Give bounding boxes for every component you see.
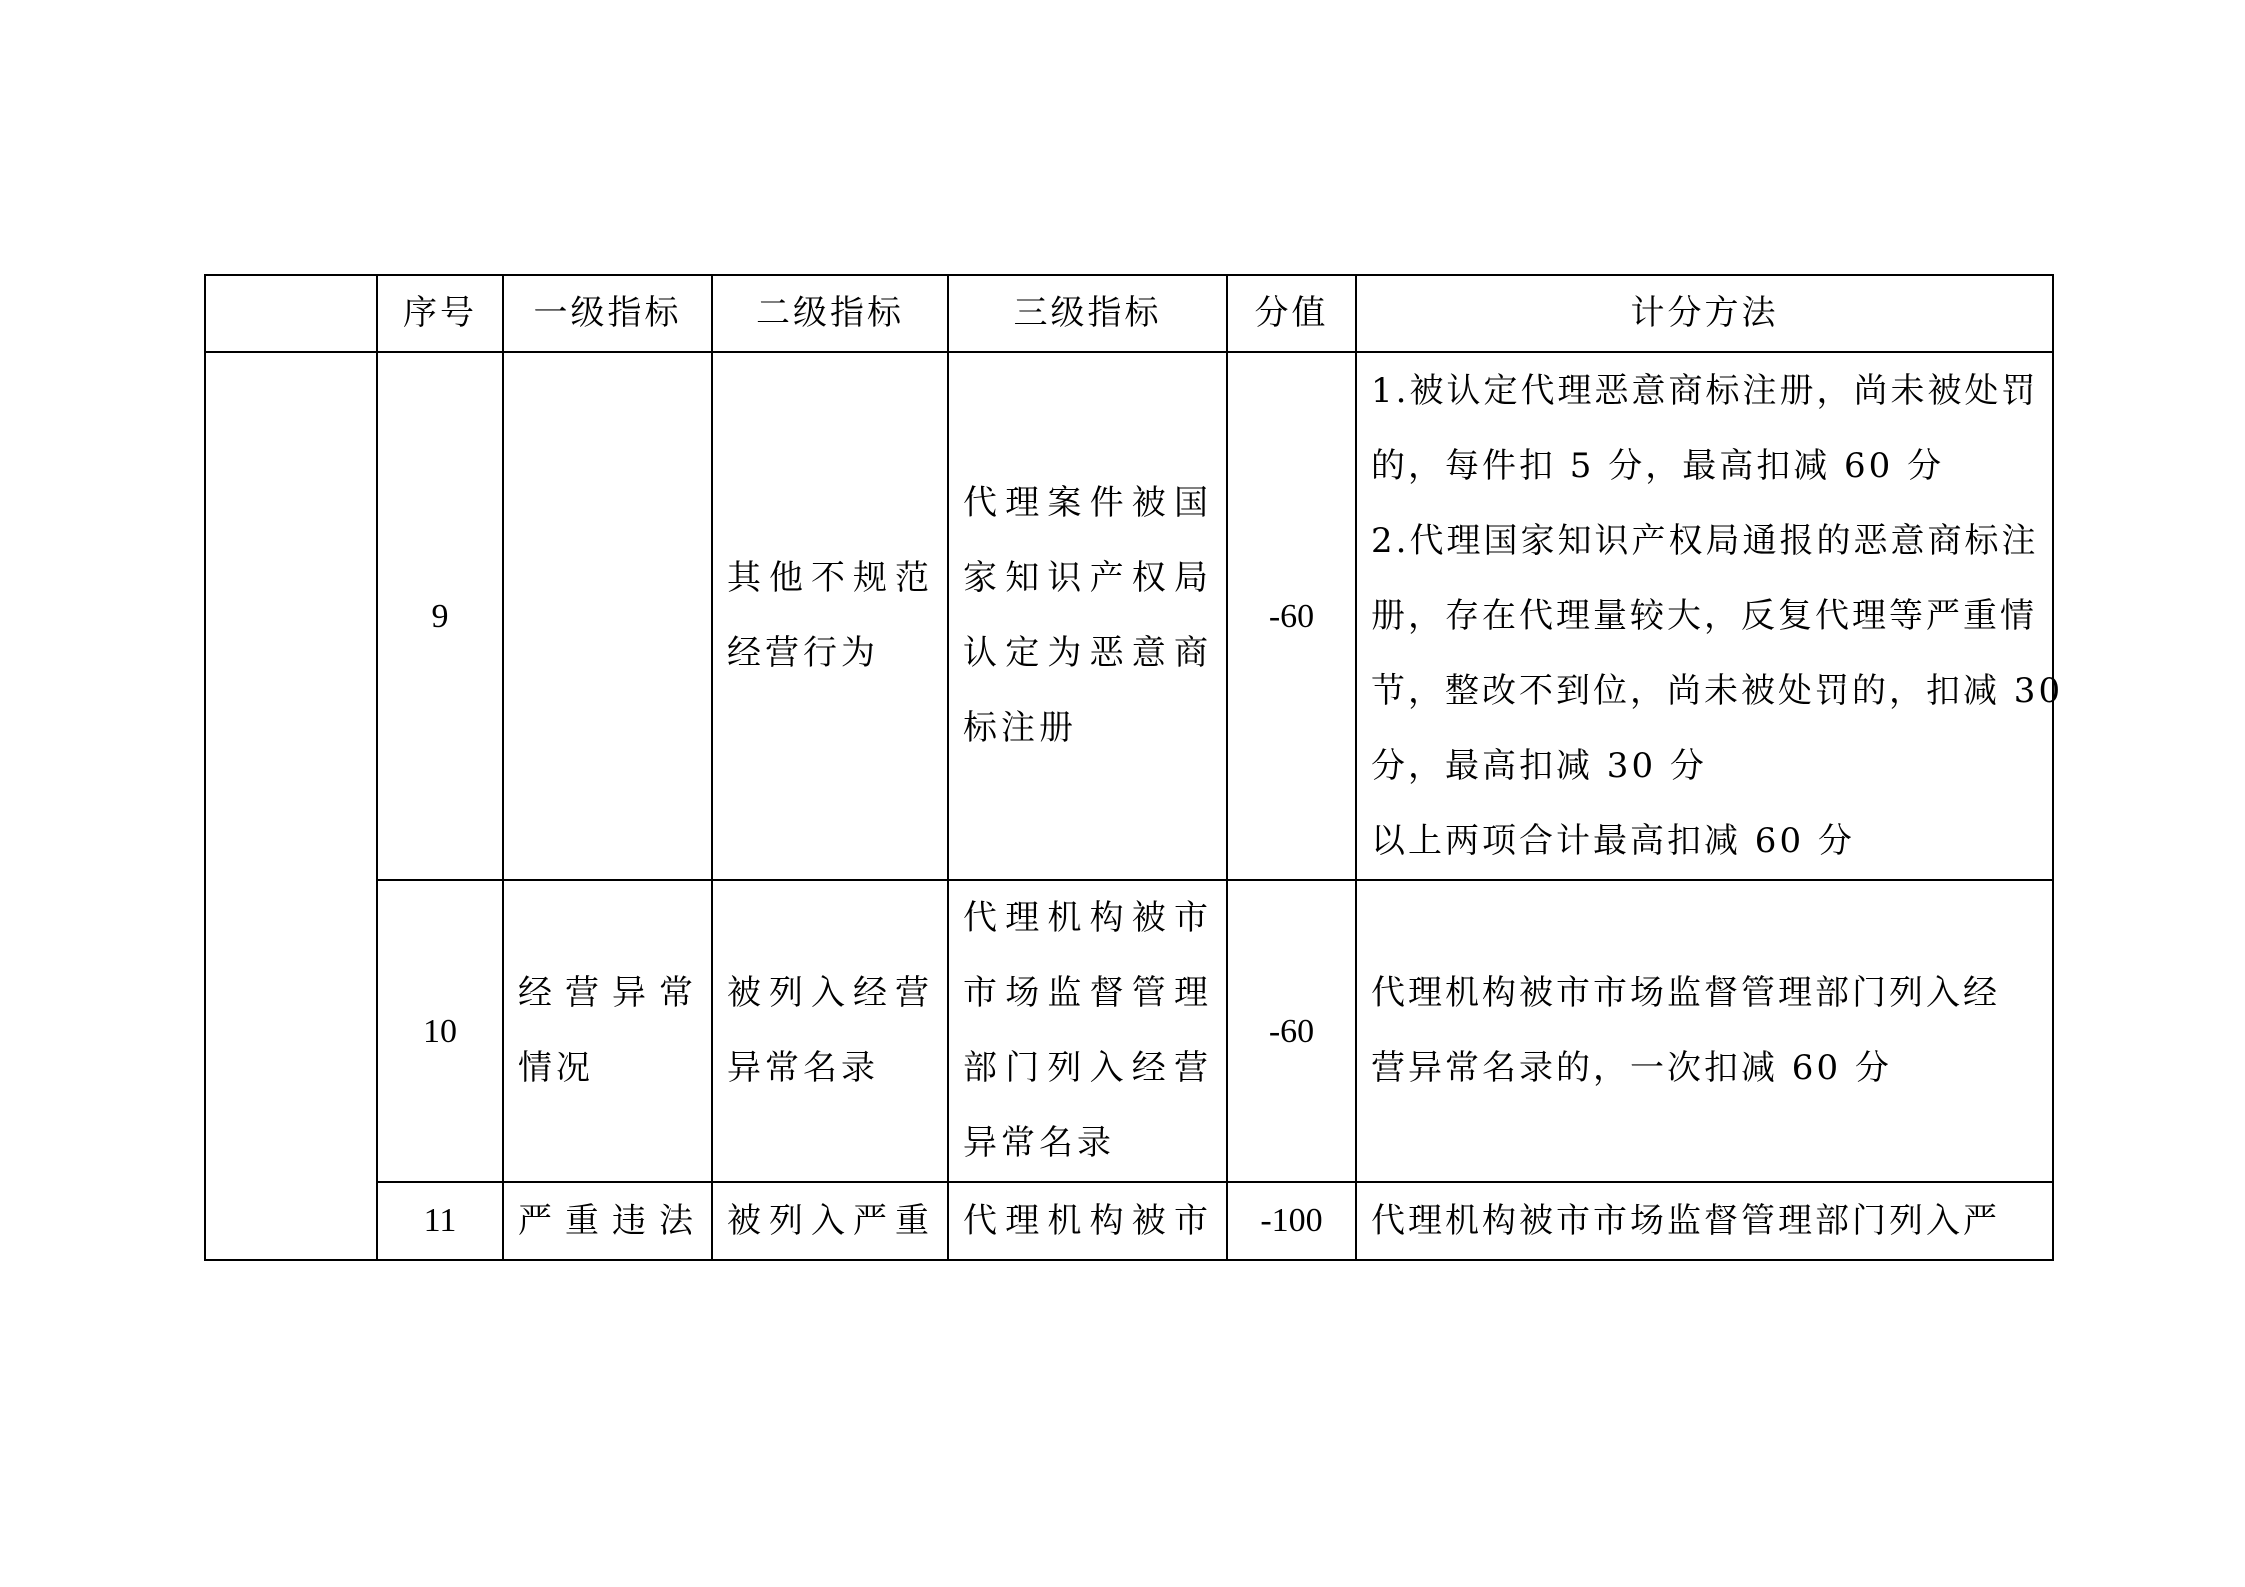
level1-line: 经营异常 — [518, 973, 697, 1013]
score-cell: -100 — [1227, 1182, 1356, 1260]
level3-line: 代理案件被国 — [963, 483, 1212, 523]
method-line: 册，存在代理量较大，反复代理等严重情 — [1371, 595, 2037, 636]
method-line: 代理机构被市市场监督管理部门列入严 — [1371, 1200, 2000, 1241]
level2-line: 其他不规范 — [727, 558, 933, 598]
score-cell: -60 — [1227, 352, 1356, 880]
level3-line: 部门列入经营 — [963, 1048, 1212, 1088]
level3-line: 市场监督管理 — [963, 973, 1212, 1013]
level2-line: 被列入经营 — [727, 973, 933, 1013]
method-line: 以上两项合计最高扣减 60 分 — [1371, 820, 1855, 861]
score-cell: -60 — [1227, 880, 1356, 1182]
header-level2: 二级指标 — [712, 275, 948, 352]
method-line: 的，每件扣 5 分，最高扣减 60 分 — [1371, 445, 1945, 486]
method-cell — [1356, 880, 2053, 1182]
header-no: 序号 — [377, 275, 503, 352]
level1-line: 严重违法 — [518, 1200, 697, 1241]
level3-line: 家知识产权局 — [963, 558, 1212, 598]
table-row — [205, 352, 2053, 880]
scoring-table — [204, 274, 2064, 1261]
level2-cell — [712, 880, 948, 1182]
level3-cell — [948, 880, 1227, 1182]
level3-line: 认定为恶意商 — [963, 633, 1212, 673]
method-line: 1.被认定代理恶意商标注册，尚未被处罚 — [1371, 370, 2039, 411]
level2-cell — [712, 352, 948, 880]
category-blank-cell — [205, 352, 377, 1260]
method-line: 分，最高扣减 30 分 — [1371, 745, 1707, 786]
level2-cell — [712, 1182, 948, 1260]
level3-line: 异常名录 — [963, 1123, 1115, 1163]
level3-line: 标注册 — [963, 708, 1077, 748]
table-row — [205, 1182, 2053, 1260]
method-cell — [1356, 1182, 2053, 1260]
level3-cell — [948, 1182, 1227, 1260]
level1-cell — [503, 1182, 712, 1260]
header-blank-cell — [205, 275, 377, 352]
row-number: 10 — [377, 880, 503, 1182]
header-level3: 三级指标 — [948, 275, 1227, 352]
header-level1: 一级指标 — [503, 275, 712, 352]
level1-line: 情况 — [518, 1048, 594, 1088]
level1-cell — [503, 352, 712, 880]
method-line: 2.代理国家知识产权局通报的恶意商标注 — [1371, 520, 2039, 561]
document-page — [204, 274, 2064, 1261]
row-number: 9 — [377, 352, 503, 880]
level2-line: 被列入严重 — [727, 1200, 933, 1241]
level2-line: 异常名录 — [727, 1048, 879, 1088]
level3-line: 代理机构被市 — [963, 898, 1212, 938]
row-number: 11 — [377, 1182, 503, 1260]
table-header-row — [205, 275, 2053, 352]
table-row — [205, 880, 2053, 1182]
method-line: 节，整改不到位，尚未被处罚的，扣减 30 — [1371, 670, 2064, 711]
method-cell — [1356, 352, 2064, 880]
level3-line: 代理机构被市 — [963, 1200, 1212, 1241]
level3-cell — [948, 352, 1227, 880]
level1-cell — [503, 880, 712, 1182]
header-method: 计分方法 — [1356, 275, 2053, 352]
method-line: 营异常名录的，一次扣减 60 分 — [1371, 1048, 1892, 1088]
level2-line: 经营行为 — [727, 633, 879, 673]
header-score: 分值 — [1227, 275, 1356, 352]
method-line: 代理机构被市市场监督管理部门列入经 — [1371, 973, 2000, 1013]
